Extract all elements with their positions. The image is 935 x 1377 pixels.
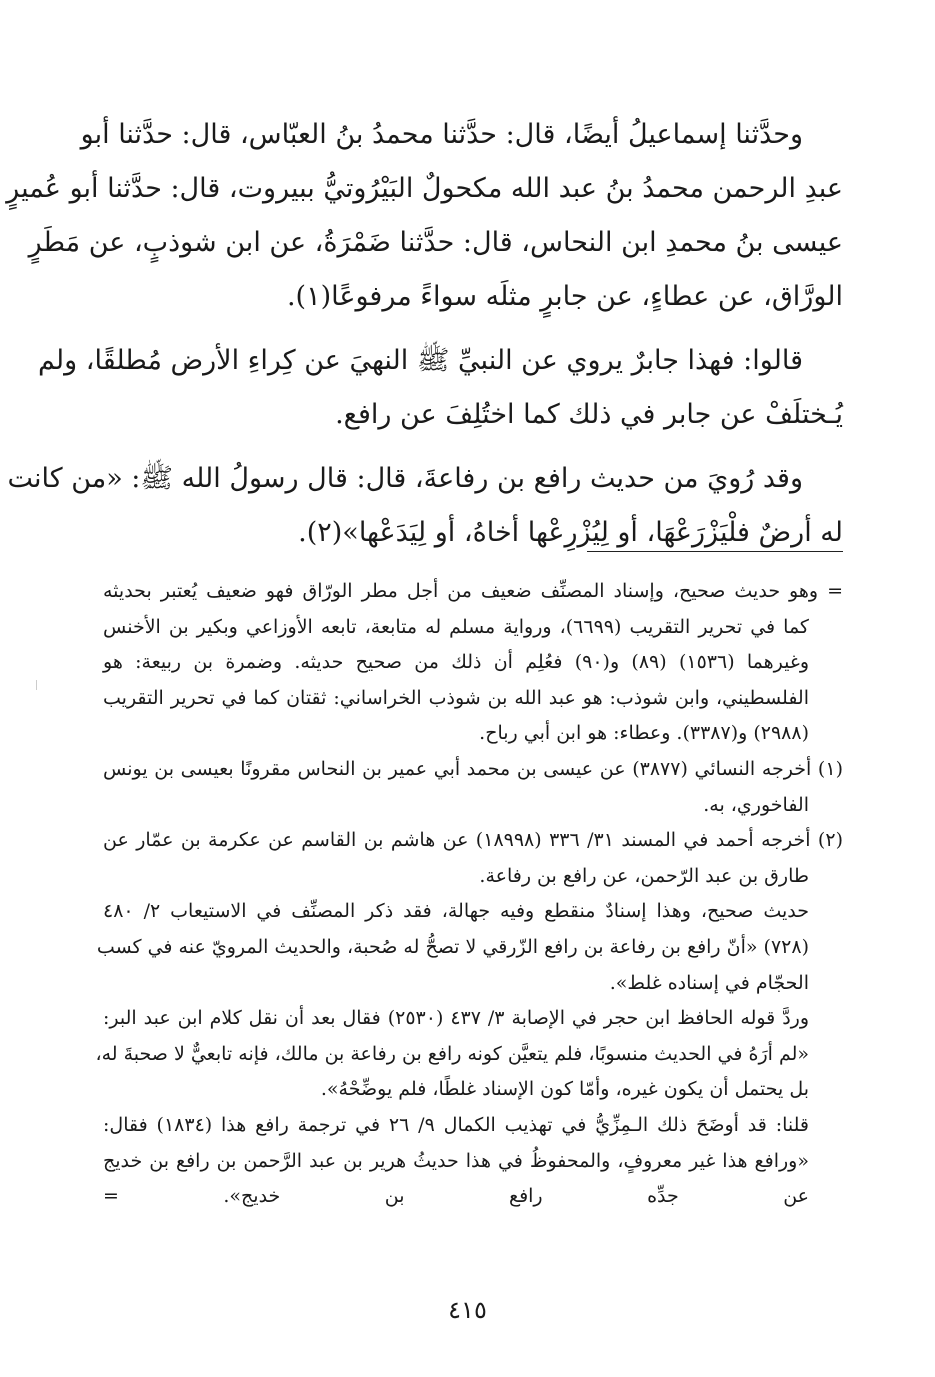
- main-line: عبدِ الرحمن محمدُ بنُ عبد الله مكحولٌ البَيْرُوتيُّ ببيروت، قال: حدَّثنا أبو عُميرٍ: [6, 173, 843, 204]
- footnote-line: (١) أخرجه النسائي (٣٨٧٧) عن عيسى بن محمد أبي عمير بن النحاس مقرونًا بعيسى بن يونس: [103, 757, 843, 780]
- footnote-line: كما في تحرير التقريب (٦٦٩٩)، ورواية مسلم له متابعة، تابعه الأوزاعي وبكير بن الأخنس: [103, 615, 809, 638]
- footnote-line: الفاخوري، به.: [703, 793, 809, 816]
- main-line: له أرضٌ فلْيَزْرَعْهَا، أو لِيُزْرِعْها أخاهُ، أو لِيَدَعْها»(٢).: [298, 517, 843, 548]
- footnote-line: (٢) أخرجه أحمد في المسند ٣١/ ٣٣٦ (١٨٩٩٨) عن هاشم بن القاسم عن عكرمة بن عمّار عن: [103, 829, 843, 852]
- footnotes: [95, 574, 843, 1215]
- footnote-line: عن جدِّه رافع بن خديج». =: [103, 1185, 809, 1208]
- footnote-line: = وهو حديث صحيح، وإسناد المصنِّف ضعيف من أجل مطر الورّاق فهو ضعيف يُعتبر بحديثه: [103, 580, 843, 602]
- footnote-line: وردَّ قوله الحافظ ابن حجر في الإصابة ٣/ ٤٣٧ (٢٥٣٠) فقال بعد أن نقل كلام ابن عبد البر:: [103, 1007, 810, 1030]
- main-text: [6, 108, 843, 560]
- footnote-line: وغيرهما (١٥٣٦) (٨٩) و(٩٠) فعُلِم أن ذلك من صحيح حديثه. وضمرة بن ربيعة: هو: [103, 651, 809, 674]
- main-line: قالوا: فهذا جابرٌ يروي عن النبيِّ ﷺ النهيَ عن كِراءِ الأرض مُطلقًا، ولم: [37, 345, 803, 376]
- main-line: الورَّاق، عن عطاءٍ، عن جابرٍ مثلَه سواءً مرفوعًا(١).: [286, 281, 843, 312]
- main-line: عيسى بنُ محمدِ ابن النحاس، قال: حدَّثنا ضَمْرَةُ، عن ابن شوذبٍ، عن مَطَرٍ: [28, 227, 843, 258]
- footnote-line: الحجّام في إسناده غلط».: [609, 971, 809, 994]
- footnote-line: قلنا: قد أوضَحَ ذلك الـمِزِّيُّ في تهذيب الكمال ٩/ ٢٦ في ترجمة رافع هذا (١٨٣٤) فقال:: [103, 1113, 809, 1136]
- margin-mark: [36, 680, 37, 690]
- main-line: وحدَّثنا إسماعيلُ أيضًا، قال: حدَّثنا محمدُ بنُ العبّاس، قال: حدَّثنا أبو: [80, 119, 803, 150]
- footnote-line: «ورافع هذا غير معروفٍ، والمحفوظُ في هذا حديثُ هرير بن عبد الرَّحمن بن رافع بن خديج: [103, 1149, 809, 1172]
- footnote-line: «لم أرَهُ في الحديث منسوبًا، فلم يتعيَّن كونه رافع بن رفاعة بن مالك، فإنه تابعيٌّ لا صحبةَ له،: [95, 1042, 809, 1065]
- footnote-line: بل يحتمل أن يكون غيره، وأمّا كون الإسناد غلطًا، فلم يوضِّحْهُ».: [320, 1078, 809, 1101]
- page-number: ٤١٥: [448, 1296, 487, 1324]
- footnote-line: (٧٢٨) «أنّ رافع بن رفاعة بن رافع الزّرقي لا تصحُّ له صُحبة، والحديث المرويّ عنه في كسب: [96, 935, 809, 958]
- main-line: وقد رُويَ من حديث رافع بن رفاعةَ، قال: قال رسولُ الله ﷺ: «من كانت: [7, 463, 803, 494]
- footnote-line: حديث صحيح، وهذا إسنادٌ منقطع وفيه جهالة، فقد ذكر المصنِّف في الاستيعاب ٢/ ٤٨٠: [103, 900, 809, 923]
- footnote-line: (٢٩٨٨) و(٣٣٨٧). وعطاء: هو ابن أبي رباح.: [479, 722, 809, 745]
- footnote-line: طارق بن عبد الرّحمن، عن رافع بن رفاعة.: [479, 864, 809, 887]
- main-line: يُـختلَفْ عن جابر في ذلك كما اختُلِفَ عن رافع.: [335, 399, 843, 430]
- footnote-separator: [587, 551, 843, 552]
- footnote-line: الفلسطيني، وابن شوذب: هو عبد الله بن شوذب الخراساني: ثقتان كما في تحرير التقريب: [103, 686, 809, 709]
